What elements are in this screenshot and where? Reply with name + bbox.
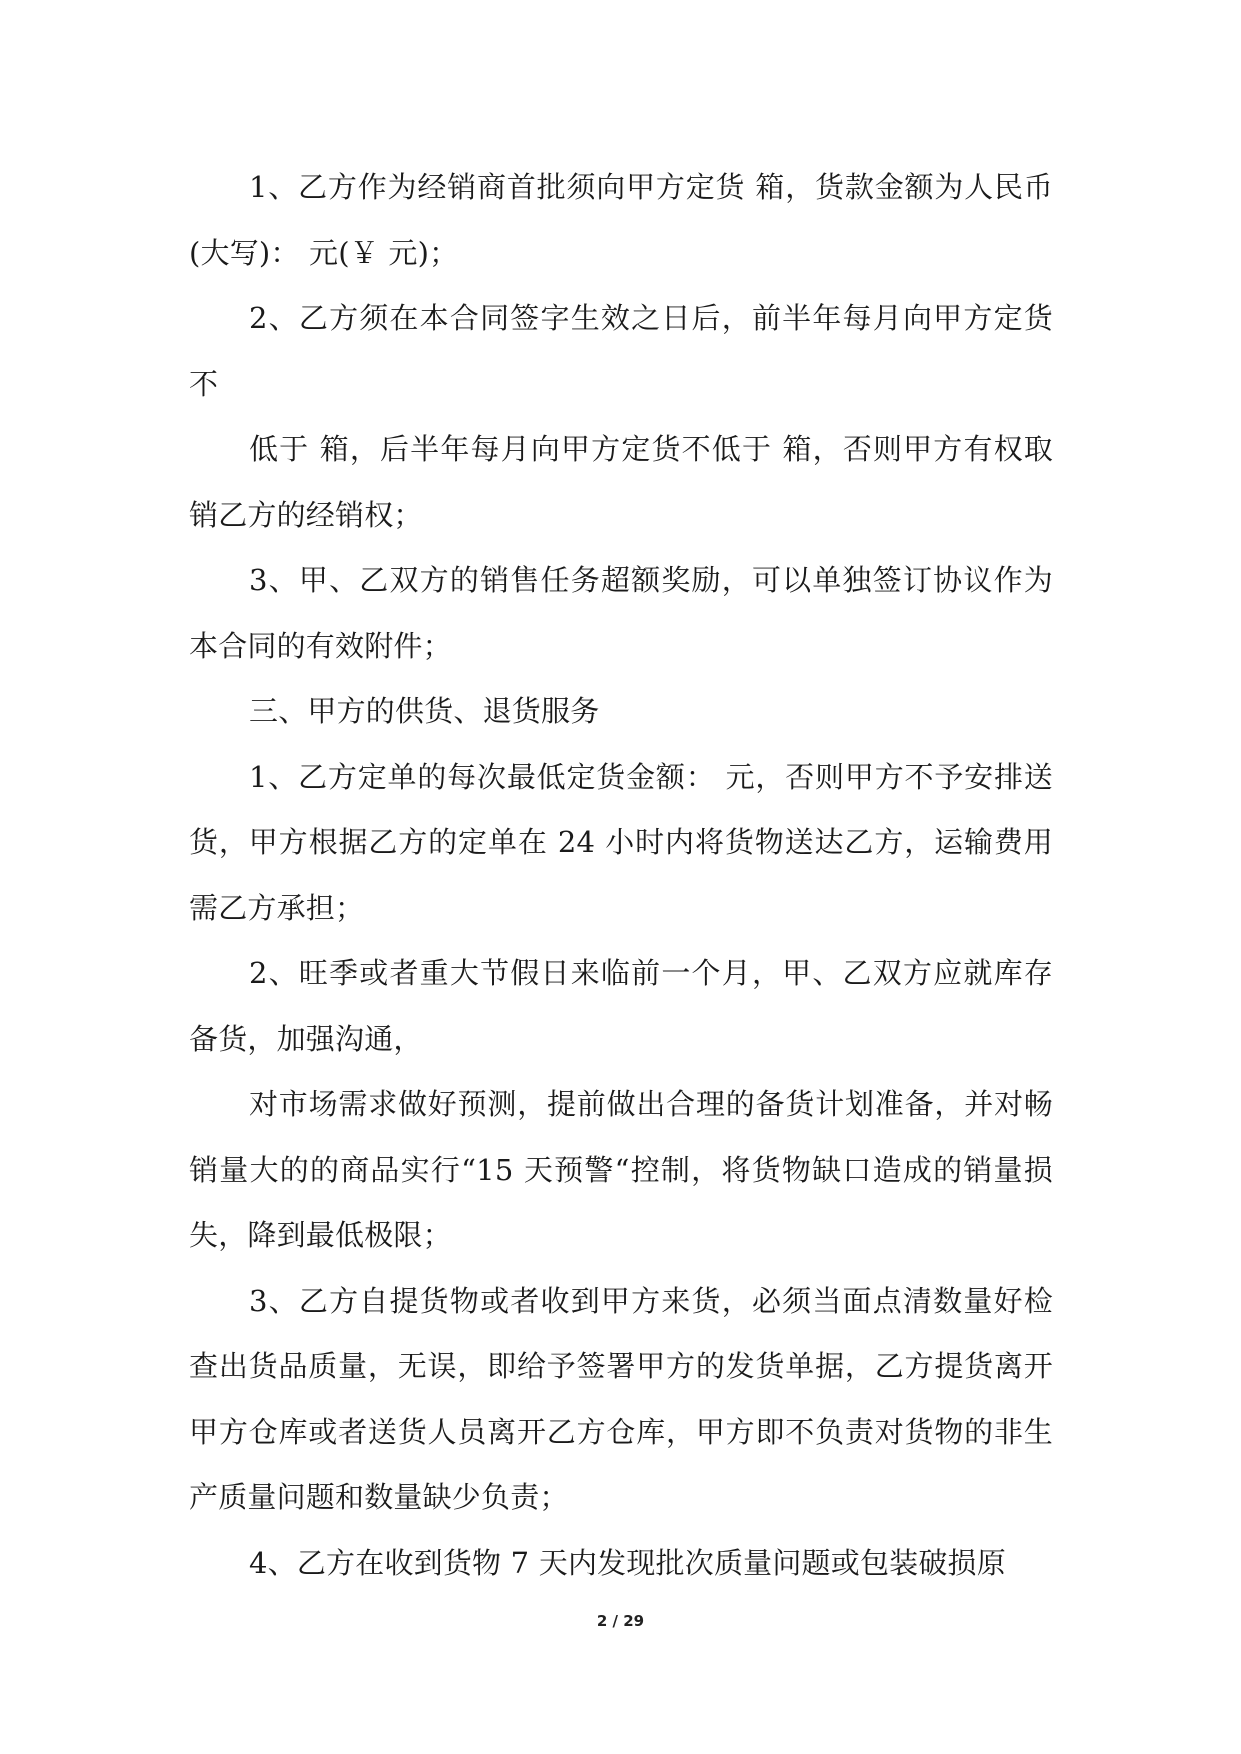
section-heading-3: 三、甲方的供货、退货服务 xyxy=(249,694,600,728)
paragraph-7: 对市场需求做好预测，提前做出合理的备货计划准备，并对畅销量大的的商品实行“15 天预警“控制，将货物缺口造成的销量损失，降到最低极限； xyxy=(189,1087,1053,1252)
document-body xyxy=(189,155,1053,1596)
paragraph-1: 1、乙方作为经销商首批须向甲方定货 箱，货款金额为人民币(大写)： 元(￥ 元)； xyxy=(189,170,1053,270)
paragraph-2: 2、乙方须在本合同签字生效之日后，前半年每月向甲方定货不 xyxy=(189,301,1053,401)
paragraph-3: 低于 箱，后半年每月向甲方定货不低于 箱，否则甲方有权取销乙方的经销权； xyxy=(189,432,1053,532)
paragraph-8: 3、乙方自提货物或者收到甲方来货，必须当面点清数量好检查出货品质量，无误，即给予签署甲方的发货单据，乙方提货离开甲方仓库或者送货人员离开乙方仓库，甲方即不负责对货物的非生产质量问题和数量缺少负责； xyxy=(189,1283,1053,1514)
page-number: 2 / 29 xyxy=(596,1612,645,1630)
paragraph-5: 1、乙方定单的每次最低定货金额： 元，否则甲方不予安排送货，甲方根据乙方的定单在 24 小时内将货物送达乙方，运输费用需乙方承担； xyxy=(189,759,1053,925)
paragraph-4: 3、甲、乙双方的销售任务超额奖励，可以单独签订协议作为本合同的有效附件； xyxy=(189,563,1053,663)
paragraph-9: 4、乙方在收到货物 7 天内发现批次质量问题或包装破损原 xyxy=(249,1545,1006,1580)
paragraph-6: 2、旺季或者重大节假日来临前一个月，甲、乙双方应就库存备货，加强沟通， xyxy=(189,956,1053,1056)
